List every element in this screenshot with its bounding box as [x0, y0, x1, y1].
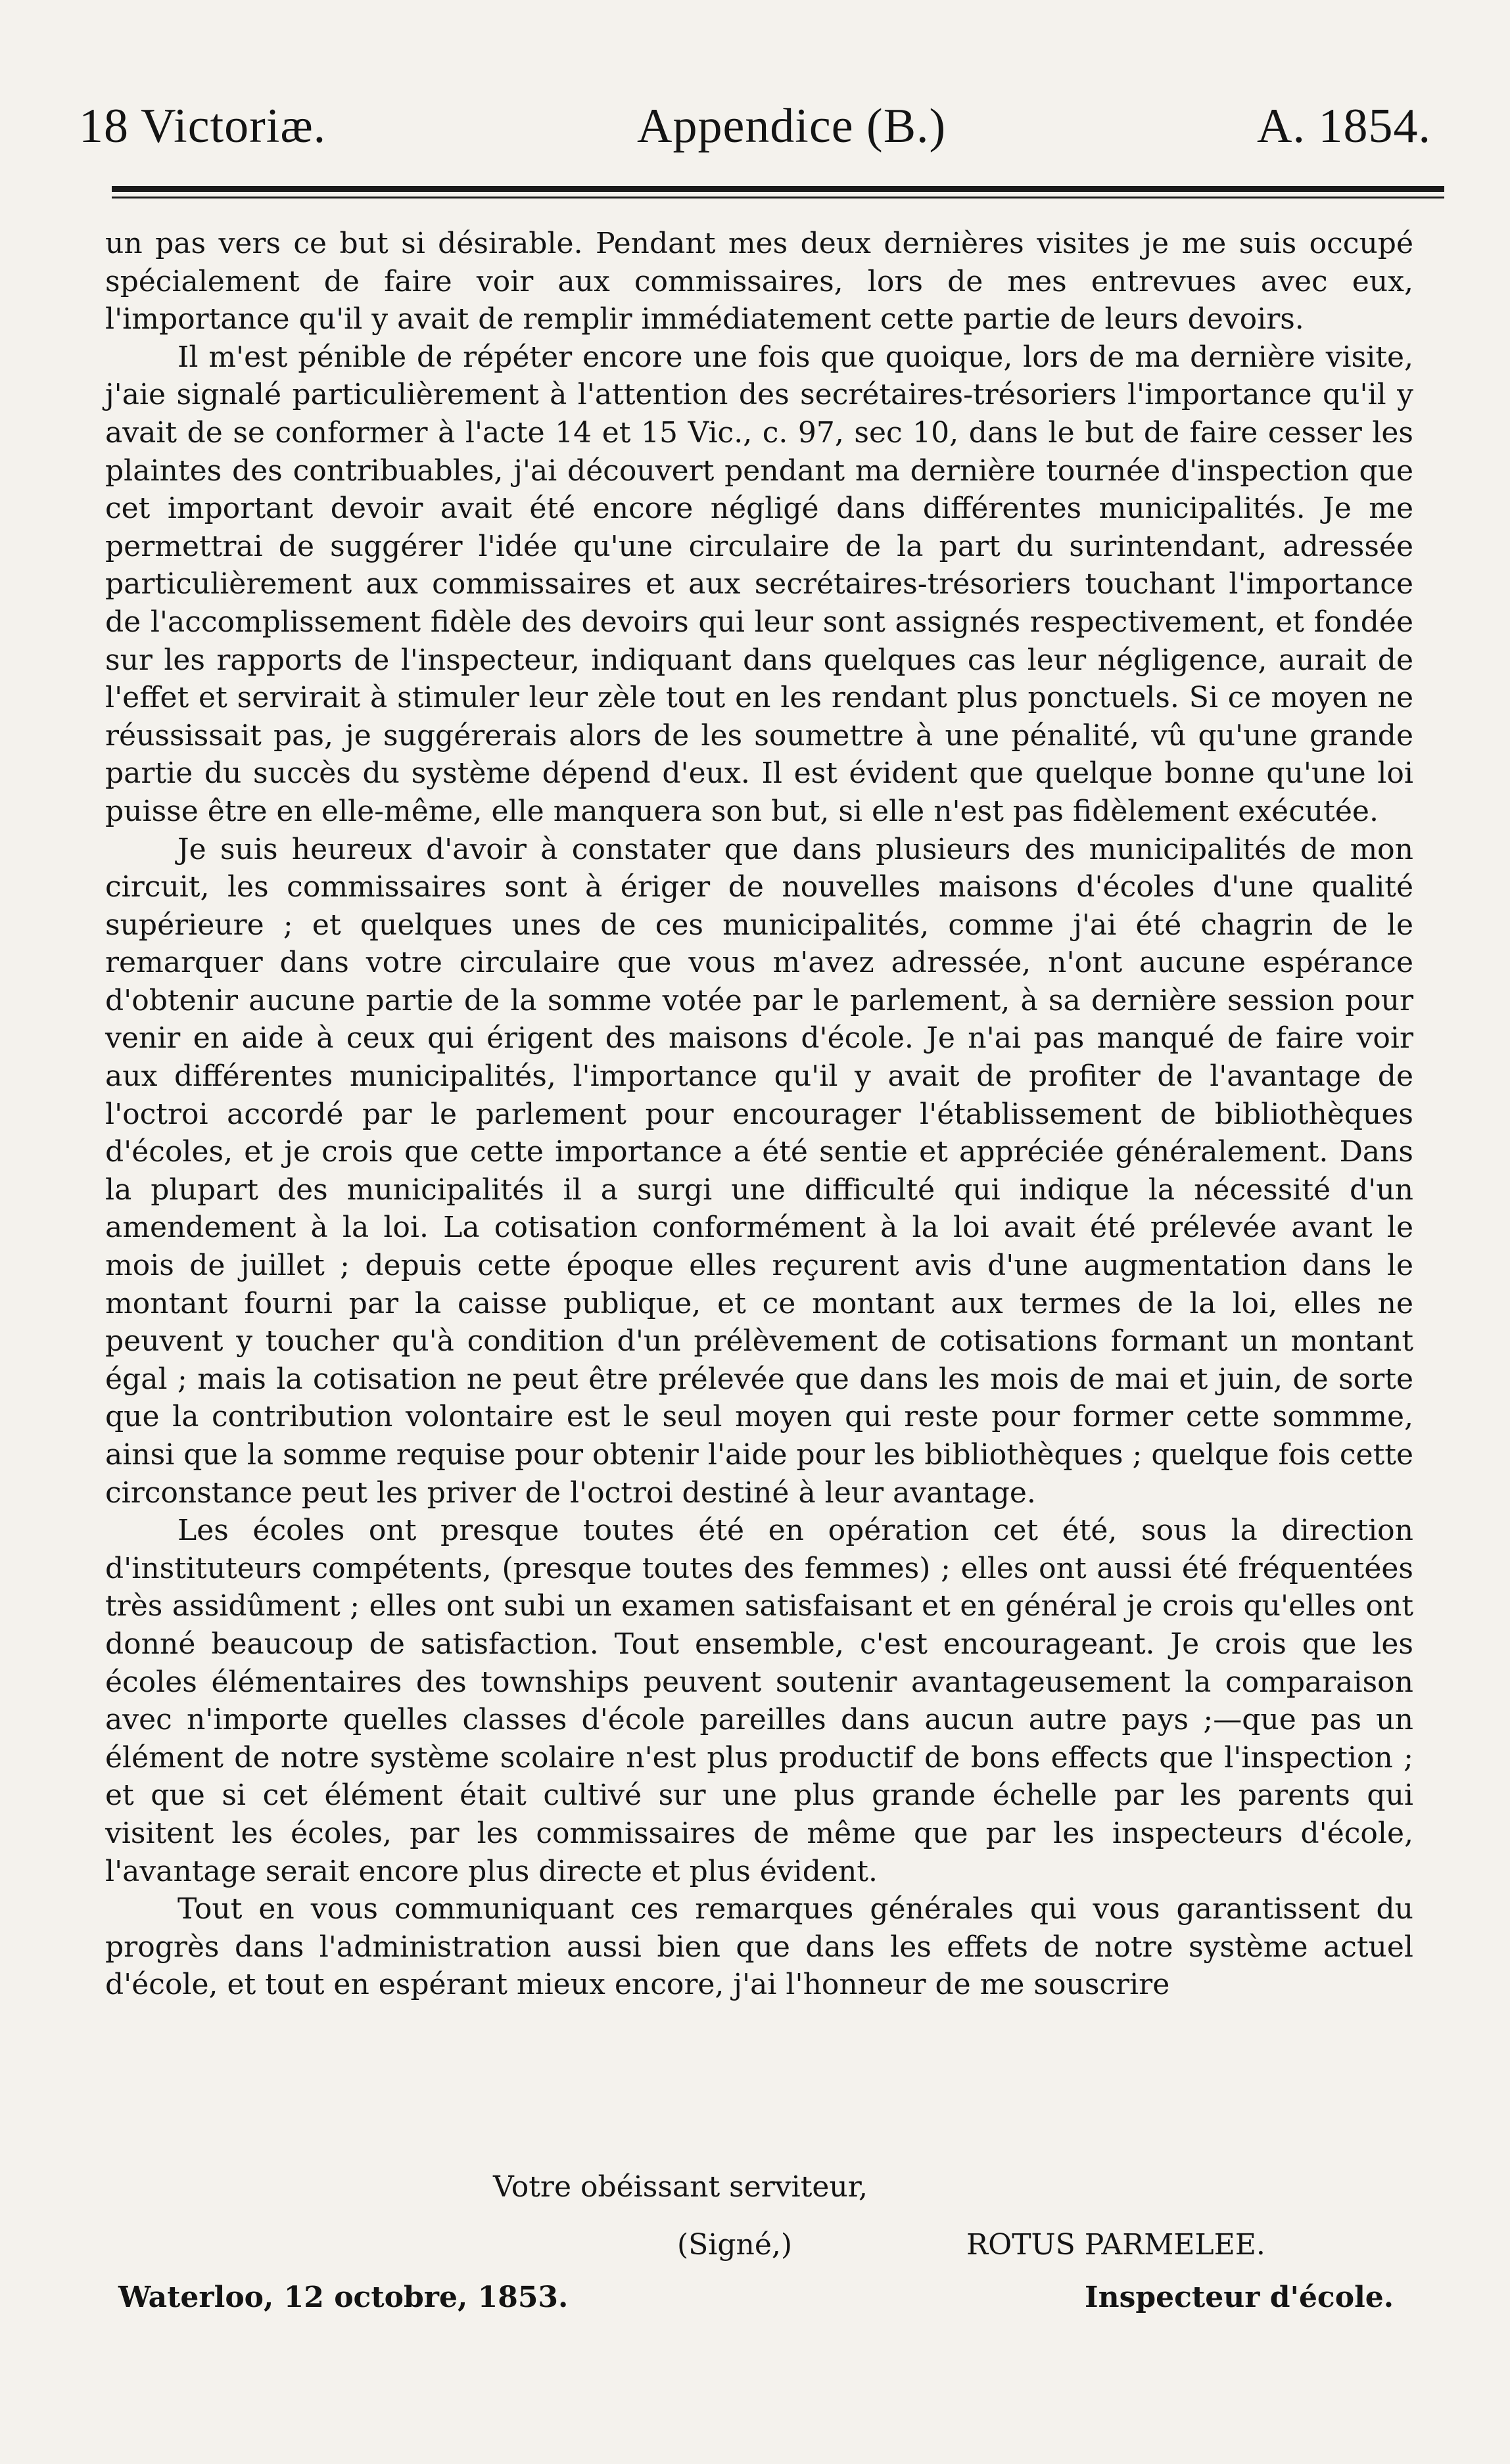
- paragraph-5: Tout en vous communiquant ces remarques générales qui vous garantissent du progrès dans l'administration aussi bien que dans les effets de notre système actuel d'école, et tout en espérant mieux encore, j'ai l'honneur de me souscrire: [105, 1892, 1413, 2002]
- header-left: 18 Victoriæ.: [79, 99, 327, 153]
- header-right: A. 1854.: [1257, 99, 1431, 153]
- paragraph-1: un pas vers ce but si désirable. Pendant mes deux dernières visites je me suis occupé spécialement de faire voir aux commissaires, lors de mes entrevues avec eux, l'importance qu'il y avait de remplir immédiatement cette partie de leurs devoirs.: [105, 227, 1413, 337]
- signatory-name: ROTUS PARMELEE.: [966, 2228, 1265, 2262]
- paragraph-3: Je suis heureux d'avoir à constater que dans plusieurs des municipalités de mon circuit, les commissaires sont à ériger de nouvelles maisons d'écoles d'une qualité supérieure ; et quelques unes de ces municipalités, comme j'ai été chagrin de le remarquer dans votre circulaire que vous m'avez adressée, n'ont aucune espérance d'obtenir aucune partie de la somme votée par le parlement, à sa dernière session pour venir en aide à ceux qui érigent des maisons d'école. Je n'ai pas manqué de faire voir aux différentes municipalités, l'importance qu'il y avait de profiter de l'avantage de l'octroi accordé par le parlement pour encourager l'établissement de bibliothèques d'écoles, et je crois que cette importance a été sentie et appréciée généralement. Dans la plupart des municipalités il a surgi une difficulté qui indique la nécessité d'un amendement à la loi. La cotisation conformément à la loi avait été prélevée avant le mois de juillet ; depuis cette époque elles reçurent avis d'une augmentation dans le montant fourni par la caisse publique, et ce montant aux termes de la loi, elles ne peuvent y toucher qu'à condition d'un prélèvement de cotisations formant un montant égal ; mais la cotisation ne peut être prélevée que dans les mois de mai et juin, de sorte que la contribution volontaire est le seul moyen qui reste pour former cette sommme, ainsi que la somme requise pour obtenir l'aide pour les bibliothèques ; quelque fois cette circonstance peut les priver de l'octroi destiné à leur avantage.: [105, 832, 1413, 1510]
- signed-label: (Signé,): [677, 2228, 793, 2262]
- header-rule-thick: [112, 186, 1444, 192]
- paragraph-2: Il m'est pénible de répéter encore une fois que quoique, lors de ma dernière visite, j'aie signalé particulièrement à l'attention des secrétaires-trésoriers l'importance qu'il y avait de se conformer à l'acte 14 et 15 Vic., c. 97, sec 10, dans le but de faire cesser les plaintes des contribuables, j'ai découvert pendant ma dernière tournée d'inspection que cet important devoir avait été encore négligé dans différentes municipalités. Je me permettrai de suggérer l'idée qu'une circulaire de la part du surintendant, adressée particulièrement aux commissaires et aux secrétaires-trésoriers touchant l'importance de l'accomplissement fidèle des devoirs qui leur sont assignés respectivement, et fondée sur les rapports de l'inspecteur, indiquant dans quelques cas leur négligence, aurait de l'effet et servirait à stimuler leur zèle tout en les rendant plus ponctuels. Si ce moyen ne réussissait pas, je suggérerais alors de les soumettre à une pénalité, vû qu'une grande partie du succès du système dépend d'eux. Il est évident que quelque bonne qu'une loi puisse être en elle-même, elle manquera son but, si elle n'est pas fidèlement exécutée.: [105, 340, 1413, 828]
- closing-salutation: Votre obéissant serviteur,: [493, 2170, 868, 2204]
- place-date: Waterloo, 12 octobre, 1853.: [118, 2281, 569, 2314]
- header-center: Appendice (B.): [637, 99, 947, 153]
- signatory-role: Inspecteur d'école.: [1085, 2281, 1394, 2314]
- paragraph-4: Les écoles ont presque toutes été en opération cet été, sous la direction d'instituteurs compétents, (presque toutes des femmes) ; elles ont aussi été fréquentées très assidûment ; elles ont subi un examen satisfaisant et en général je crois qu'elles ont donné beaucoup de satisfaction. Tout ensemble, c'est encourageant. Je crois que les écoles élémentaires des townships peuvent soutenir avantageusement la comparaison avec n'importe quelles classes d'école pareilles dans aucun autre pays ;—que pas un élément de notre système scolaire n'est plus productif de bons effects que l'inspection ; et que si cet élément était cultivé sur une plus grande échelle par les parents qui visitent les écoles, par les commissaires de même que par les inspecteurs d'école, l'avantage serait encore plus directe et plus évident.: [105, 1514, 1413, 1888]
- header-rule-thin: [112, 197, 1444, 198]
- body-text: [105, 225, 1413, 2004]
- running-header: [79, 99, 1431, 154]
